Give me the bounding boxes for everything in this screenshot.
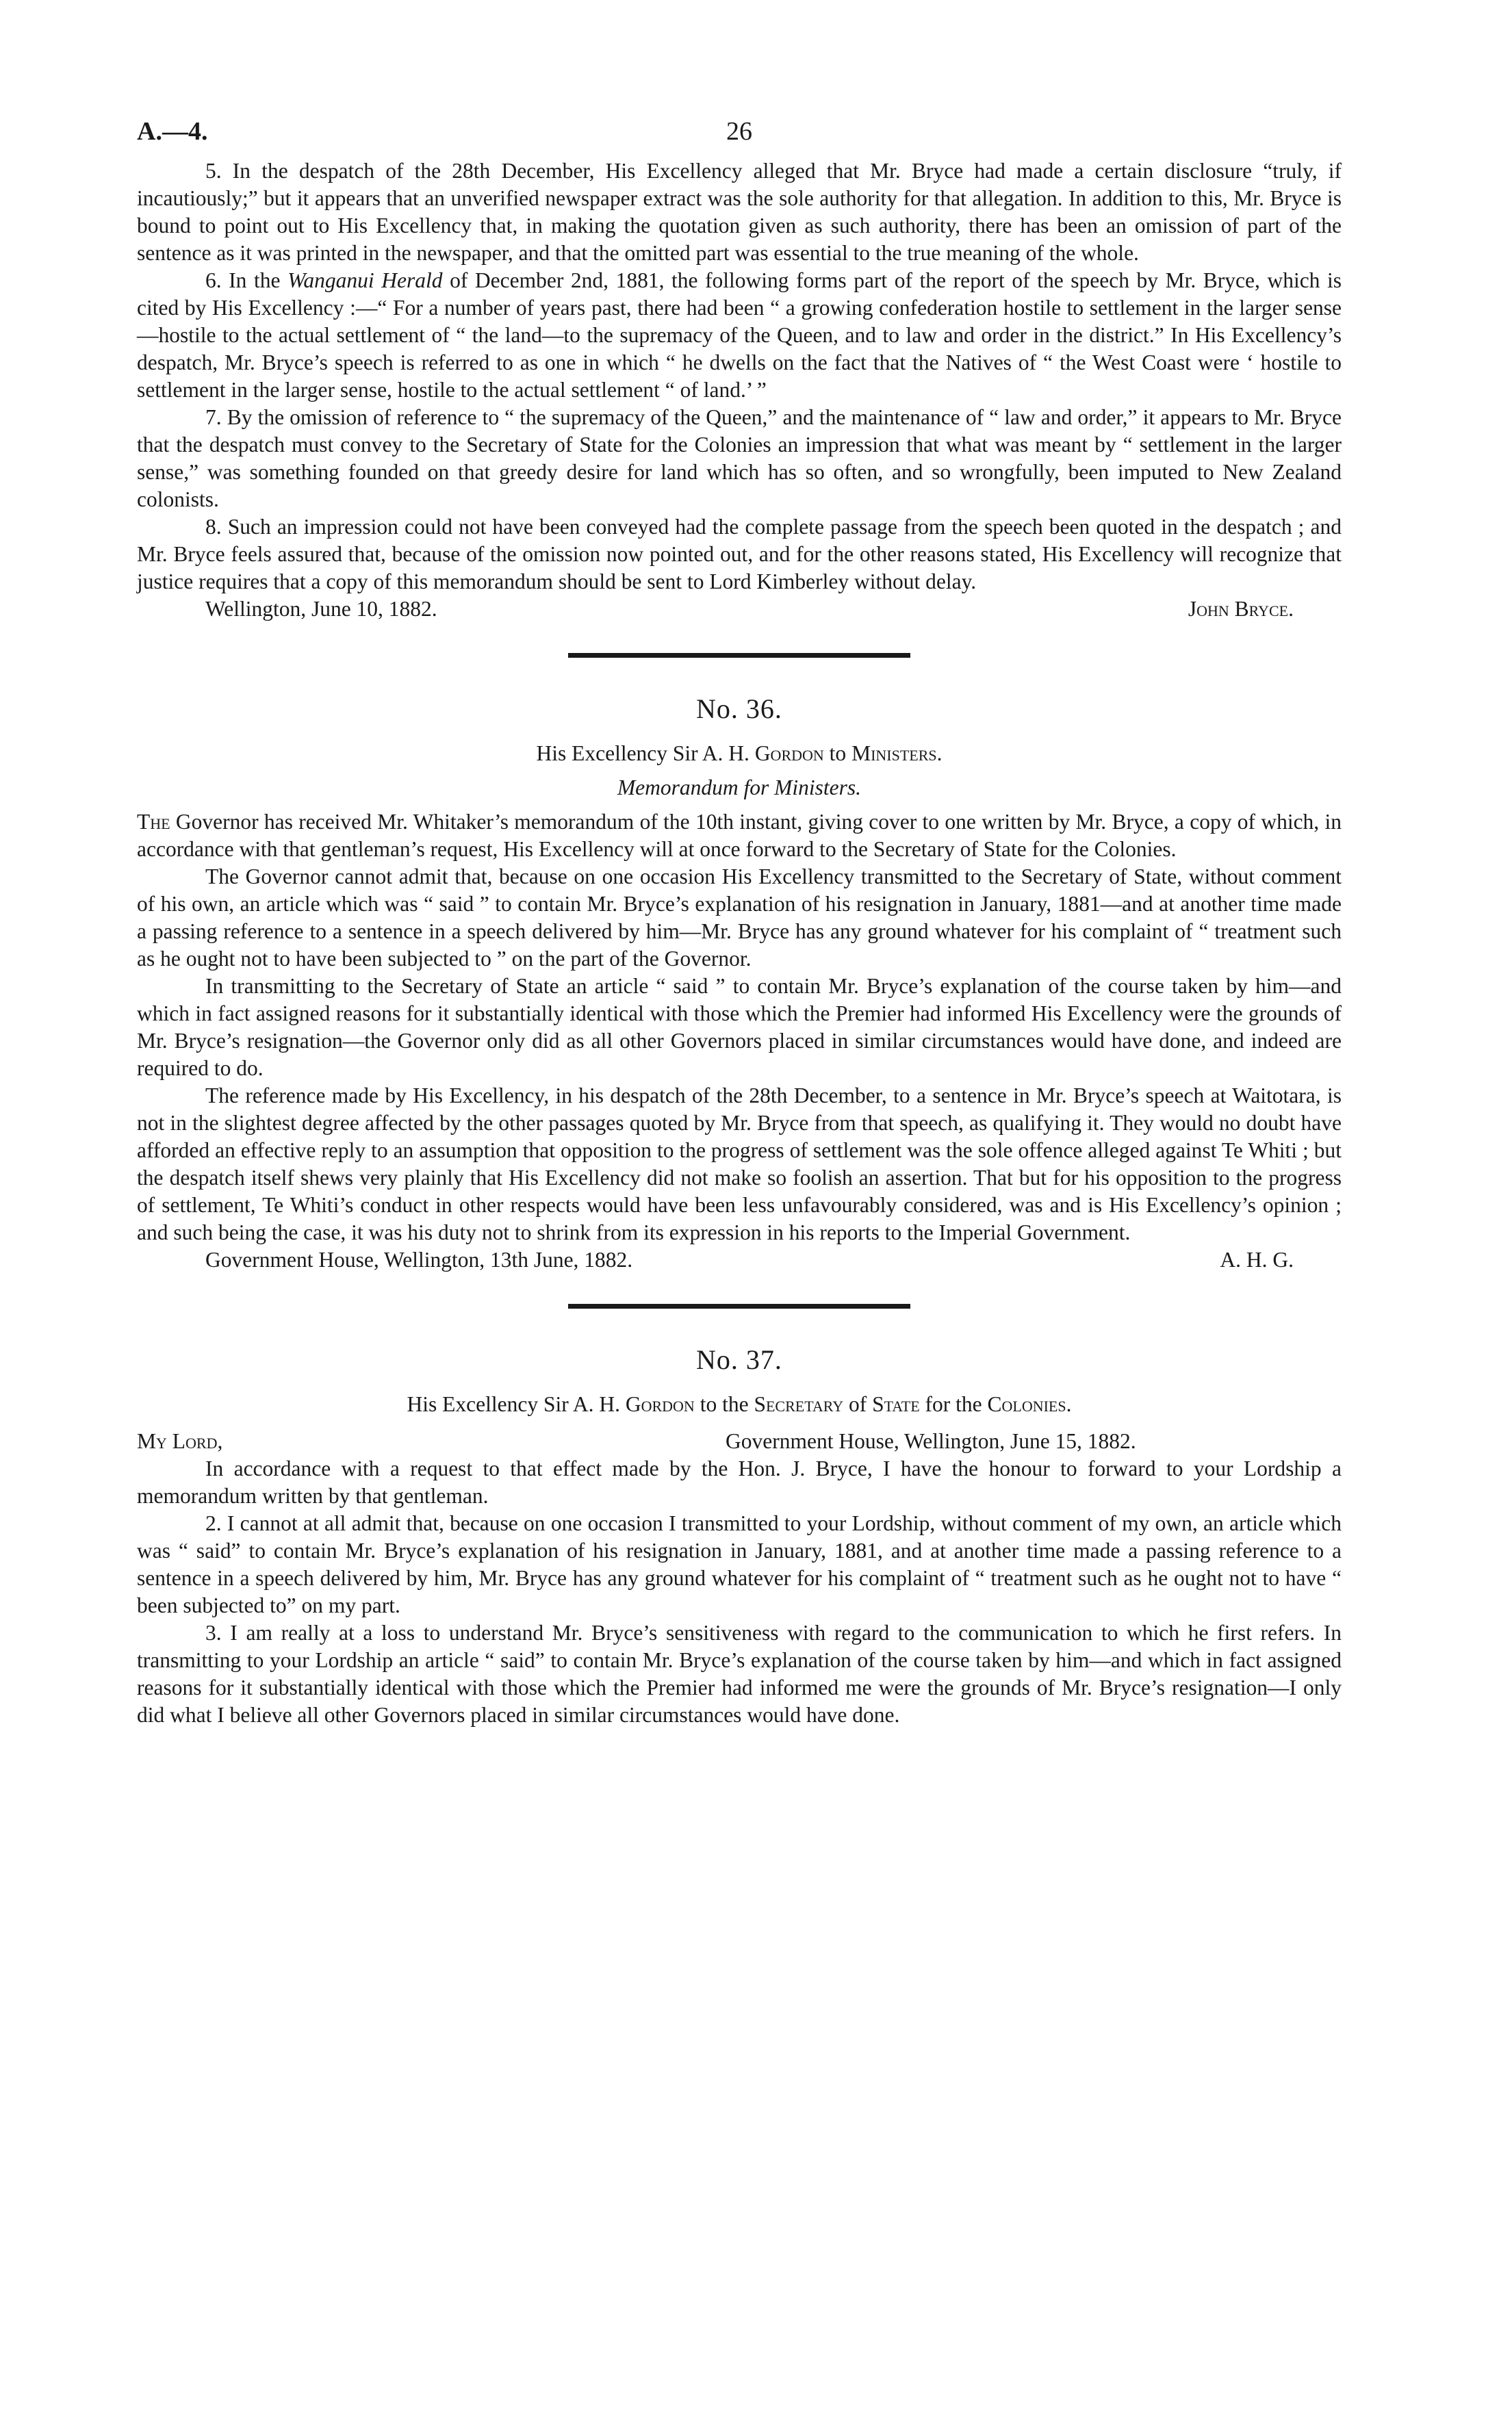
- paragraph-8: 8. Such an impression could not have been conveyed had the complete passage from the speech been quoted in the despatch ; and Mr. Bryce feels assured that, because of the omission now pointed out, and for the other reasons stated, His Excellency will recognize that justice requires that a copy of this memorandum should be sent to Lord Kimberley without delay.: [137, 515, 1342, 593]
- bryce-memorandum-continued: [137, 157, 1342, 623]
- paragraph: The Governor has received Mr. Whitaker’s memorandum of the 10th instant, giving cover to one written by Mr. Bryce, a copy of which, in accordance with that gentleman’s request, His Excellency will at once forward to the Secretary of State for the Colonies.: [137, 810, 1342, 861]
- page-header: [137, 116, 1342, 157]
- signature: A. H. G.: [1220, 1248, 1294, 1272]
- paragraph-7: 7. By the omission of reference to “ the supremacy of the Queen,” and the maintenance of “ law and order,” it appears to Mr. Bryce that the despatch must convey to the Secretary of State for the Colonies an impression that what was meant by “ settlement in the larger sense,” was something founded on that greedy desire for land which has so often, and so wrongfully, been imputed to New Zealand colonists.: [137, 405, 1342, 511]
- section-divider: [568, 1304, 910, 1309]
- document-no-36: [137, 692, 1342, 1274]
- paragraph: 3. I am really at a loss to understand Mr. Bryce’s sensitiveness with regard to the communication to which he first refers. In transmitting to your Lordship an article “ said” to contain Mr. Bryce’s explanation of the course taken by him—and which in fact assigned reasons for it substantially identical with those which the Premier had informed me were the grounds of Mr. Bryce’s resignation—I only did what I believe all other Governors placed in similar circumstances would have done.: [137, 1621, 1342, 1727]
- signature-row: [137, 595, 1342, 623]
- document-subtitle: His Excellency Sir A. H. Gordon to Ministers.: [536, 741, 943, 765]
- document-no-37: [137, 1343, 1342, 1729]
- signature: John Bryce.: [1188, 597, 1294, 621]
- section-divider: [568, 653, 910, 658]
- place-date: Government House, Wellington, June 15, 1882.: [726, 1429, 1136, 1453]
- paragraph: The Governor cannot admit that, because on one occasion His Excellency transmitted to the Secretary of State, without comment of his own, an article which was “ said ” to contain Mr. Bryce’s explanation of his resignation in January, 1881—and at another time made a passing reference to a sentence in a speech delivered by him—Mr. Bryce has any ground whatever for his complaint of “ treatment such as he ought not to have been subjected to ” on the part of the Governor.: [137, 864, 1342, 971]
- document-number: No. 36.: [696, 693, 782, 724]
- paragraph: In accordance with a request to that effect made by the Hon. J. Bryce, I have the honour to forward to your Lordship a memorandum written by that gentleman.: [137, 1457, 1342, 1508]
- paragraph: In transmitting to the Secretary of State an article “ said ” to contain Mr. Bryce’s explanation of the course taken by him—and which in fact assigned reasons for it substantially identical with those which the Premier had informed His Excellency were the grounds of Mr. Bryce’s resignation—the Governor only did as all other Governors placed in similar circumstances would have done, and indeed are required to do.: [137, 974, 1342, 1080]
- paragraph: 2. I cannot at all admit that, because on one occasion I transmitted to your Lordship, without comment of my own, an article which was “ said” to contain Mr. Bryce’s explanation of his resignation in January, 1881, and at another time made a passing reference to a sentence in a speech delivered by him, Mr. Bryce has any ground whatever for his complaint of “ treatment such as he ought not to have “ been subjected to” on my part.: [137, 1511, 1342, 1617]
- place-date: Wellington, June 10, 1882.: [205, 597, 437, 621]
- newspaper-title: Wanganui Herald: [287, 268, 443, 292]
- paragraph: The reference made by His Excellency, in his despatch of the 28th December, to a sentence in Mr. Bryce’s speech at Waitotara, is not in the slightest degree affected by the other passages quoted by Mr. Bryce from that speech, as qualifying it. They would no doubt have afforded an effective reply to an assumption that opposition to the progress of settlement was the sole offence alleged against Te Whiti ; but the despatch itself shews very plainly that His Excellency did not make so foolish an assertion. That but for his opposition to the progress of settlement, Te Whiti’s conduct in other respects would have been less unfavourably considered, was and is His Excellency’s opinion ; and such being the case, it was his duty not to shrink from its expression in his reports to the Imperial Government.: [137, 1083, 1342, 1244]
- document-number: No. 37.: [696, 1344, 782, 1375]
- series-number: A.—4.: [137, 117, 208, 146]
- signature-row: [137, 1246, 1342, 1274]
- salutation-row: [137, 1428, 1342, 1455]
- document-subtitle: His Excellency Sir A. H. Gordon to the Secretary of State for the Colonies.: [407, 1392, 1072, 1416]
- paragraph-6: 6. In the Wanganui Herald of December 2nd, 1881, the following forms part of the report of the speech by Mr. Bryce, which is cited by His Excellency :—“ For a number of years past, there had been “ a growing confederation hostile to settlement in the larger sense—hostile to the actual settlement of “ the land—to the supremacy of the Queen, and to law and order in the district.” In His Excellency’s despatch, Mr. Bryce’s speech is referred to as one in which “ he dwells on the fact that the Natives of “ the West Coast were ‘ hostile to settlement in the larger sense, hostile to the actual settlement “ of land.’ ”: [137, 268, 1342, 402]
- document-page: [137, 116, 1342, 1729]
- page-number: 26: [726, 117, 752, 146]
- memorandum-heading: Memorandum for Ministers.: [617, 775, 862, 799]
- paragraph-5: 5. In the despatch of the 28th December, His Excellency alleged that Mr. Bryce had made a certain disclosure “truly, if incautiously;” but it appears that an unverified newspaper extract was the sole authority for that allegation. In addition to this, Mr. Bryce is bound to point out to His Excellency that, in making the quotation given as such authority, there has been an omission of part of the sentence as it was printed in the newspaper, and that the omitted part was essential to the true meaning of the whole.: [137, 159, 1342, 265]
- place-date: Government House, Wellington, 13th June, 1882.: [205, 1248, 633, 1272]
- salutation: My Lord,: [137, 1429, 223, 1453]
